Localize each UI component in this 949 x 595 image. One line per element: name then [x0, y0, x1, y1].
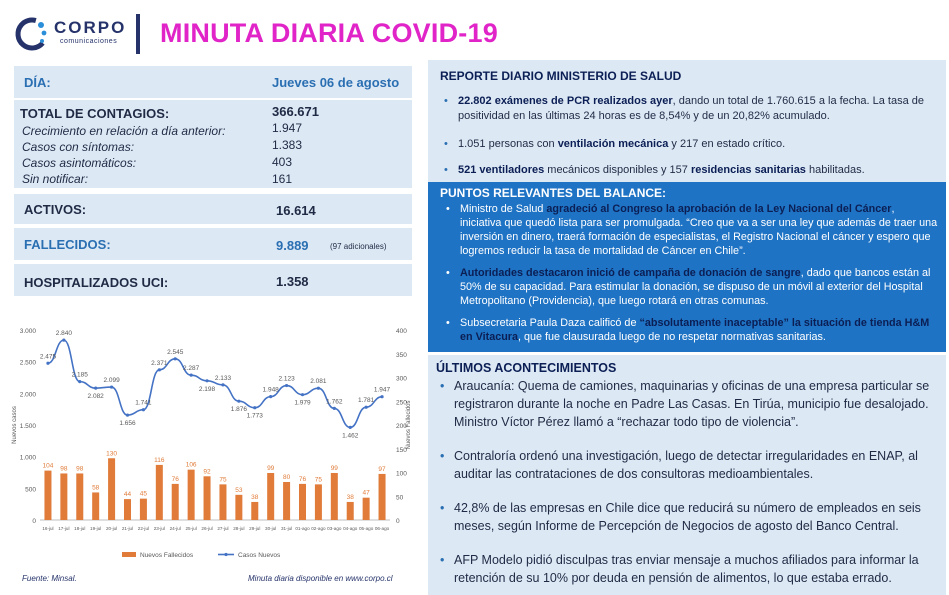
- point-data-label: 1.741: [135, 399, 152, 407]
- legend-label-cases: Casos Nuevos: [238, 552, 281, 559]
- legend-swatch-deaths: [122, 552, 136, 557]
- y2-tick-label: 250: [396, 399, 407, 407]
- point-cases: [142, 408, 145, 411]
- balance-item-hm-store: • Subsecretaria Paula Daza calificó de “absolutamente inaceptable” la situación de tienda H&M en Vitacura, que fue clausurada luego de no respetar normativas sanitarias.: [446, 317, 930, 343]
- point-cases: [380, 395, 383, 398]
- bullet-icon: •: [444, 95, 448, 107]
- report-section: [428, 60, 946, 185]
- bar-deaths: [363, 498, 370, 520]
- asymptomatic-label: Casos asintomáticos:: [22, 156, 137, 170]
- bullet-icon: •: [446, 203, 450, 215]
- point-data-label: 2.545: [167, 348, 184, 356]
- bullet-icon: •: [440, 553, 445, 567]
- event-item-araucania: • Araucanía: Quema de camiones, maquinarias y oficinas de una empresa particular se registraron durante la noche en Padre Las Casas. En Tirúa, municipio fue desalojado. Ministro Víctor Pérez llamó a “rechazar todo tipo de violencia”.: [440, 379, 930, 429]
- bar-data-label: 76: [171, 475, 179, 483]
- bar-deaths: [219, 484, 226, 520]
- point-cases: [317, 387, 320, 390]
- bar-data-label: 106: [185, 461, 197, 469]
- source-note: Fuente: Minsal.: [22, 574, 77, 583]
- point-data-label: 1.462: [342, 432, 359, 440]
- total-box: [14, 100, 412, 188]
- point-data-label: 1.773: [246, 412, 263, 420]
- active-box: [14, 194, 412, 224]
- balance-section: [428, 182, 946, 352]
- x-tick-label: 20-jul: [105, 526, 118, 531]
- bar-data-label: 104: [42, 462, 54, 470]
- bar-data-label: 92: [203, 468, 211, 476]
- point-data-label: 2.840: [55, 330, 73, 338]
- unreported-value: 161: [272, 172, 293, 186]
- brand-subtitle: comunicaciones: [60, 38, 118, 45]
- bullet-icon: •: [446, 317, 450, 329]
- bar-deaths: [44, 471, 51, 520]
- point-data-label: 1.948: [262, 386, 279, 394]
- bar-deaths: [76, 473, 83, 520]
- y2-axis-title: Nuevos Fallecidos: [406, 400, 412, 450]
- balance-item-cancer-law: • Ministro de Salud agradeció al Congreso la aprobación de la Ley Nacional del Cáncer, iniciativa que quedó lista para ser promulgada. “Creo que va a ser una ley que además de traer una inversión en dinero, traerá formación de especialistas, el Registro Nacional el cáncer y espero que logremos reducir la tasa de mortalidad de Cáncer en Chile”.: [446, 203, 938, 257]
- y-tick-label: 1.500: [19, 423, 36, 430]
- x-tick-label: 06-ago: [374, 526, 390, 531]
- bar-data-label: 98: [76, 465, 84, 473]
- bar-deaths: [204, 476, 211, 520]
- bar-deaths: [251, 502, 258, 520]
- bar-deaths: [315, 484, 322, 520]
- point-cases: [365, 406, 368, 409]
- bullet-icon: •: [444, 138, 448, 150]
- y-tick-label: 500: [25, 486, 36, 494]
- icu-label: HOSPITALIZADOS UCI:: [24, 275, 169, 290]
- point-data-label: 1.979: [294, 399, 311, 407]
- report-title: REPORTE DIARIO MINISTERIO DE SALUD: [440, 69, 682, 83]
- bar-deaths: [347, 502, 354, 520]
- y-axis-title: Nuevos casos: [12, 406, 18, 444]
- bar-data-label: 38: [346, 493, 354, 501]
- bar-deaths: [188, 470, 195, 520]
- active-value: 16.614: [276, 203, 316, 218]
- bar-data-label: 47: [362, 489, 370, 497]
- point-cases: [237, 400, 240, 403]
- point-cases: [174, 357, 177, 360]
- header-divider: [136, 14, 140, 54]
- x-tick-label: 16-jul: [42, 526, 54, 531]
- point-data-label: 2.185: [71, 371, 88, 379]
- total-label: TOTAL DE CONTAGIOS:: [20, 106, 170, 121]
- y2-tick-label: 300: [396, 375, 407, 383]
- y-tick-label: 2.000: [19, 391, 36, 399]
- corpo-logo: [14, 14, 134, 54]
- x-tick-label: 22-jul: [137, 526, 150, 531]
- symptoms-value: 1.383: [272, 138, 303, 152]
- bar-data-label: 58: [92, 484, 100, 492]
- bar-deaths: [235, 495, 242, 520]
- x-tick-label: 21-jul: [121, 526, 134, 531]
- legend-label-deaths: Nuevos Fallecidos: [140, 552, 194, 559]
- events-title: ÚLTIMOS ACONTECIMIENTOS: [436, 361, 617, 375]
- point-cases: [110, 385, 113, 388]
- bullet-icon: •: [444, 164, 448, 176]
- deaths-box: [14, 228, 412, 260]
- point-cases: [349, 426, 352, 429]
- deaths-label: FALLECIDOS:: [24, 237, 111, 252]
- asymptomatic-value: 403: [272, 155, 293, 169]
- bullet-icon: •: [440, 449, 445, 463]
- report-item-pcr: • 22.802 exámenes de PCR realizados ayer, dando un total de 1.760.615 a la fecha. La tasa de positividad en las últimas 24 horas es de 8,54% y de un 20,82% acumulado.: [444, 95, 925, 122]
- y2-tick-label: 0: [396, 518, 400, 525]
- y-tick-label: 1.000: [19, 454, 36, 462]
- point-cases: [221, 383, 224, 386]
- deaths-extra: (97 adicionales): [330, 242, 387, 251]
- bar-deaths: [299, 484, 306, 520]
- bar-data-label: 75: [219, 476, 227, 484]
- x-tick-label: 27-jul: [217, 526, 229, 531]
- bar-deaths: [156, 465, 163, 520]
- growth-value: 1.947: [272, 121, 303, 135]
- point-cases: [205, 379, 208, 382]
- y-tick-label: 3.000: [19, 328, 36, 335]
- total-value: 366.671: [272, 104, 319, 119]
- x-tick-label: 01-ago: [295, 526, 310, 531]
- bar-data-label: 99: [267, 464, 275, 472]
- corpo-logo-icon: [14, 16, 50, 52]
- bar-deaths: [124, 499, 131, 520]
- point-data-label: 2.099: [103, 377, 120, 385]
- event-item-contraloria: • Contraloría ordenó una investigación, luego de detectar irregularidades en ENAP, al auditar las contrataciones de dos consultoras medioambientales.: [440, 449, 918, 481]
- point-cases: [126, 414, 129, 417]
- x-tick-label: 05-ago: [358, 526, 374, 531]
- point-cases: [78, 380, 81, 383]
- point-cases: [94, 387, 97, 390]
- bar-deaths: [92, 492, 99, 520]
- bar-deaths: [267, 473, 274, 520]
- x-tick-label: 03-ago: [327, 526, 342, 531]
- point-cases: [190, 374, 193, 377]
- day-box: [14, 66, 412, 98]
- x-tick-label: 31-jul: [280, 526, 293, 531]
- bar-data-label: 76: [298, 475, 307, 483]
- bar-data-label: 45: [139, 490, 148, 498]
- point-data-label: 1.762: [326, 398, 343, 406]
- point-data-label: 1.781: [357, 397, 375, 405]
- point-data-label: 2.287: [182, 365, 200, 373]
- point-cases: [158, 368, 161, 371]
- cases-deaths-chart: [10, 322, 415, 572]
- symptoms-label: Casos con síntomas:: [22, 140, 135, 154]
- report-item-ventilators: • 521 ventiladores mecánicos disponibles y 157 residencias sanitarias habilitadas.: [444, 164, 865, 176]
- icu-value: 1.358: [276, 274, 309, 289]
- bar-data-label: 98: [60, 465, 68, 473]
- y-tick-label: 2.500: [19, 359, 36, 367]
- active-label: ACTIVOS:: [24, 202, 87, 217]
- point-data-label: 2.198: [198, 385, 216, 393]
- x-tick-label: 04-ago: [343, 526, 358, 531]
- point-cases: [333, 407, 336, 410]
- x-tick-label: 17-jul: [58, 526, 70, 531]
- point-data-label: 2.371: [151, 359, 168, 367]
- bullet-icon: •: [446, 267, 450, 279]
- day-label: DÍA:: [24, 75, 51, 90]
- report-item-ventilation: • 1.051 personas con ventilación mecánica y 217 en estado crítico.: [444, 138, 786, 150]
- bar-data-label: 97: [378, 465, 386, 473]
- x-tick-label: 23-jul: [153, 526, 165, 531]
- x-tick-label: 19-jul: [90, 526, 102, 531]
- point-cases: [62, 339, 65, 342]
- x-tick-label: 26-jul: [201, 526, 213, 531]
- x-tick-label: 29-jul: [249, 526, 261, 531]
- point-data-label: 2.123: [278, 375, 295, 383]
- unreported-label: Sin notificar:: [22, 172, 89, 186]
- site-note: Minuta diaria disponible en www.corpo.cl: [248, 574, 393, 583]
- point-data-label: 2.475: [39, 353, 57, 361]
- bar-data-label: 53: [235, 486, 243, 494]
- bar-data-label: 75: [314, 476, 323, 484]
- point-data-label: 2.133: [214, 374, 232, 382]
- point-cases: [301, 393, 304, 396]
- x-tick-label: 30-jul: [265, 526, 277, 531]
- x-tick-label: 28-jul: [233, 526, 245, 531]
- growth-label: Crecimiento en relación a día anterior:: [22, 124, 226, 138]
- bar-deaths: [172, 484, 179, 520]
- point-cases: [46, 362, 49, 365]
- brand-name: CORPO: [54, 18, 127, 37]
- bar-deaths: [331, 473, 338, 520]
- bar-deaths: [108, 458, 115, 520]
- icu-box: [14, 264, 412, 296]
- bullet-icon: •: [440, 501, 445, 515]
- y2-tick-label: 100: [396, 470, 407, 478]
- day-value: Jueves 06 de agosto: [272, 75, 400, 90]
- bar-deaths: [283, 482, 290, 520]
- x-tick-label: 18-jul: [74, 526, 86, 531]
- y-tick-label: 0: [32, 518, 36, 525]
- bar-deaths: [60, 473, 67, 520]
- bar-data-label: 80: [282, 474, 291, 481]
- point-data-label: 2.082: [87, 393, 104, 401]
- bar-data-label: 99: [330, 464, 338, 472]
- bar-data-label: 38: [251, 493, 259, 501]
- point-data-label: 1.876: [230, 406, 248, 414]
- deaths-value: 9.889: [276, 238, 309, 253]
- bar-data-label: 44: [123, 491, 132, 499]
- y2-tick-label: 150: [396, 446, 407, 454]
- y2-tick-label: 400: [396, 328, 407, 335]
- point-cases: [285, 384, 288, 387]
- bar-data-label: 116: [154, 456, 165, 464]
- events-section: [428, 355, 946, 595]
- x-tick-label: 02-ago: [311, 526, 326, 531]
- bar-deaths: [379, 474, 386, 520]
- point-cases: [269, 395, 272, 398]
- y2-tick-label: 350: [396, 351, 407, 359]
- y2-tick-label: 200: [396, 423, 407, 430]
- page-title: MINUTA DIARIA COVID-19: [160, 18, 498, 48]
- line-cases: [48, 340, 382, 427]
- point-data-label: 1.656: [119, 420, 136, 428]
- bar-deaths: [140, 499, 147, 520]
- point-data-label: 1.947: [373, 386, 391, 394]
- x-tick-label: 25-jul: [185, 526, 197, 531]
- bullet-icon: •: [440, 379, 445, 393]
- x-tick-label: 24-jul: [169, 526, 181, 531]
- event-item-afp: • AFP Modelo pidió disculpas tras enviar mensaje a muchos afiliados para informar la retención de su 10% por deuda en pensión de alimentos, lo que estaba errado.: [440, 553, 919, 585]
- point-cases: [253, 406, 256, 409]
- balance-title: PUNTOS RELEVANTES DEL BALANCE:: [440, 186, 667, 200]
- point-data-label: 2.081: [310, 378, 327, 386]
- bar-data-label: 130: [106, 450, 118, 458]
- y2-tick-label: 50: [396, 494, 404, 502]
- legend-marker-cases: [224, 553, 227, 556]
- balance-item-blood-donation: • Autoridades destacaron inició de campaña de donación de sangre, dado que bancos están al 50% de su capacidad. Para estimular la donación, se dispuso de un móvil al exterior del Hospital Metropolitano (Providencia), que luego rotará en otras comunas.: [446, 267, 931, 307]
- event-item-employment: • 42,8% de las empresas en Chile dice que reducirá su número de empleados en seis meses, según Informe de Percepción de Negocios de agosto del Banco Central.: [440, 501, 921, 533]
